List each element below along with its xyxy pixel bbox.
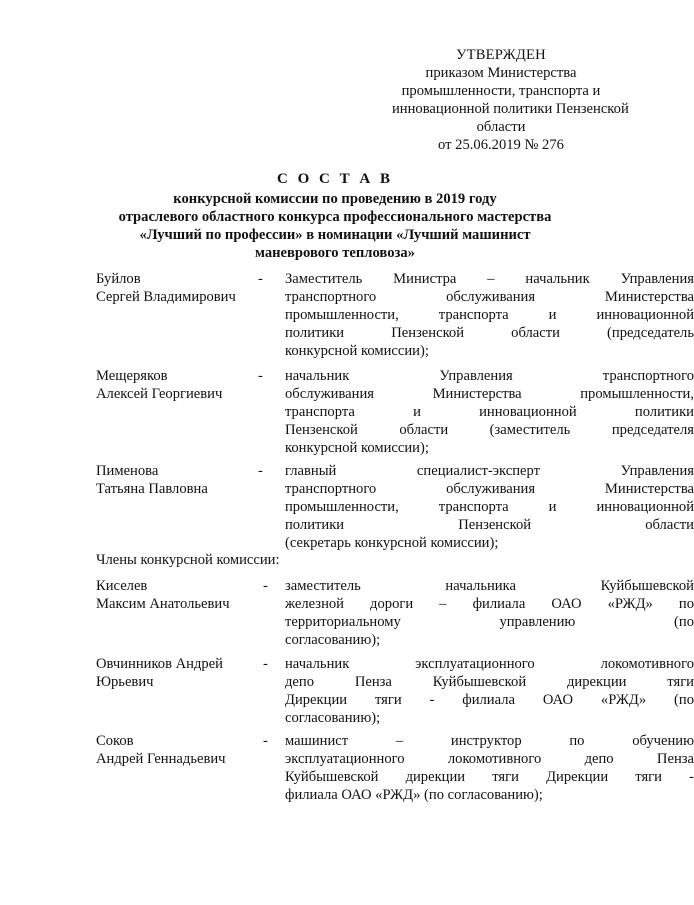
position-description [285, 270, 694, 360]
title-line: маневрового тепловоза» [255, 245, 415, 261]
position-description [285, 462, 694, 552]
surname: Овчинников Андрей [96, 656, 223, 672]
position-description [285, 732, 694, 804]
separator-dash: - [263, 656, 268, 672]
description-line: главный специалист-эксперт Управления [285, 463, 694, 479]
person-name [96, 732, 271, 768]
description-line: филиала ОАО «РЖД» (по согласованию); [285, 787, 543, 803]
members-heading: Члены конкурсной комиссии: [96, 552, 280, 568]
position-description [285, 655, 694, 727]
person-name [96, 270, 271, 306]
description-line: эксплуатационного локомотивного депо Пенза [285, 751, 694, 767]
description-line: Пензенской области (заместитель председателя [285, 422, 694, 438]
surname: Буйлов [96, 271, 141, 287]
approval-line: промышленности, транспорта и [401, 83, 601, 99]
given-names: Юрьевич [96, 674, 154, 690]
given-names: Андрей Геннадьевич [96, 751, 226, 767]
description-line: депо Пенза Куйбышевской дирекции тяги [285, 674, 694, 690]
description-line: Дирекции тяги - филиала ОАО «РЖД» (по [285, 692, 694, 708]
approval-date: от 25.06.2019 № 276 [438, 137, 564, 153]
separator-dash: - [258, 463, 263, 479]
description-line: (секретарь конкурсной комиссии); [285, 535, 499, 551]
description-line: начальник эксплуатационного локомотивного [285, 656, 694, 672]
title-line: «Лучший по профессии» в номинации «Лучший машинист [139, 227, 531, 243]
person-name [96, 655, 271, 691]
description-line: Заместитель Министра – начальник Управления [285, 271, 694, 287]
given-names: Сергей Владимирович [96, 289, 236, 305]
person-name [96, 577, 271, 613]
title-line: отраслевого областного конкурса профессионального мастерства [118, 209, 552, 225]
person-name [96, 367, 271, 403]
approval-line: инновационной политики Пензенской [392, 101, 629, 117]
given-names: Алексей Георгиевич [96, 386, 223, 402]
position-description [285, 577, 694, 649]
separator-dash: - [258, 368, 263, 384]
approval-line: приказом Министерства [425, 65, 577, 81]
description-line: Куйбышевской дирекции тяги Дирекции тяги - [285, 769, 694, 785]
description-line: машинист – инструктор по обучению [285, 733, 694, 749]
surname: Киселев [96, 578, 148, 594]
approval-title: УТВЕРЖДЕН [456, 47, 546, 63]
description-line: промышленности, транспорта и инновационной [285, 499, 694, 515]
description-line: согласованию); [285, 710, 381, 726]
surname: Мещеряков [96, 368, 168, 384]
given-names: Максим Анатольевич [96, 596, 230, 612]
description-line: транспортного обслуживания Министерства [285, 481, 694, 497]
description-line: политики Пензенской области [285, 517, 694, 533]
separator-dash: - [263, 578, 268, 594]
position-description [285, 367, 694, 457]
title-line: конкурсной комиссии по проведению в 2019 году [173, 191, 497, 207]
description-line: обслуживания Министерства промышленности, [285, 386, 694, 402]
surname: Соков [96, 733, 134, 749]
description-line: заместитель начальника Куйбышевской [285, 578, 694, 594]
description-line: конкурсной комиссии); [285, 440, 429, 456]
description-line: транспорта и инновационной политики [285, 404, 694, 420]
description-line: конкурсной комиссии); [285, 343, 429, 359]
description-line: территориальному управлению (по [285, 614, 694, 630]
approval-line: области [476, 119, 526, 135]
title-heading: С О С Т А В [277, 171, 393, 187]
separator-dash: - [258, 271, 263, 287]
given-names: Татьяна Павловна [96, 481, 208, 497]
description-line: согласованию); [285, 632, 381, 648]
description-line: промышленности, транспорта и инновационной [285, 307, 694, 323]
description-line: транспортного обслуживания Министерства [285, 289, 694, 305]
approval-block [392, 46, 629, 154]
separator-dash: - [263, 733, 268, 749]
description-line: начальник Управления транспортного [285, 368, 694, 384]
description-line: железной дороги – филиала ОАО «РЖД» по [285, 596, 694, 612]
document-title [80, 170, 590, 262]
person-name [96, 462, 271, 498]
description-line: политики Пензенской области (председатель [285, 325, 694, 341]
surname: Пименова [96, 463, 159, 479]
